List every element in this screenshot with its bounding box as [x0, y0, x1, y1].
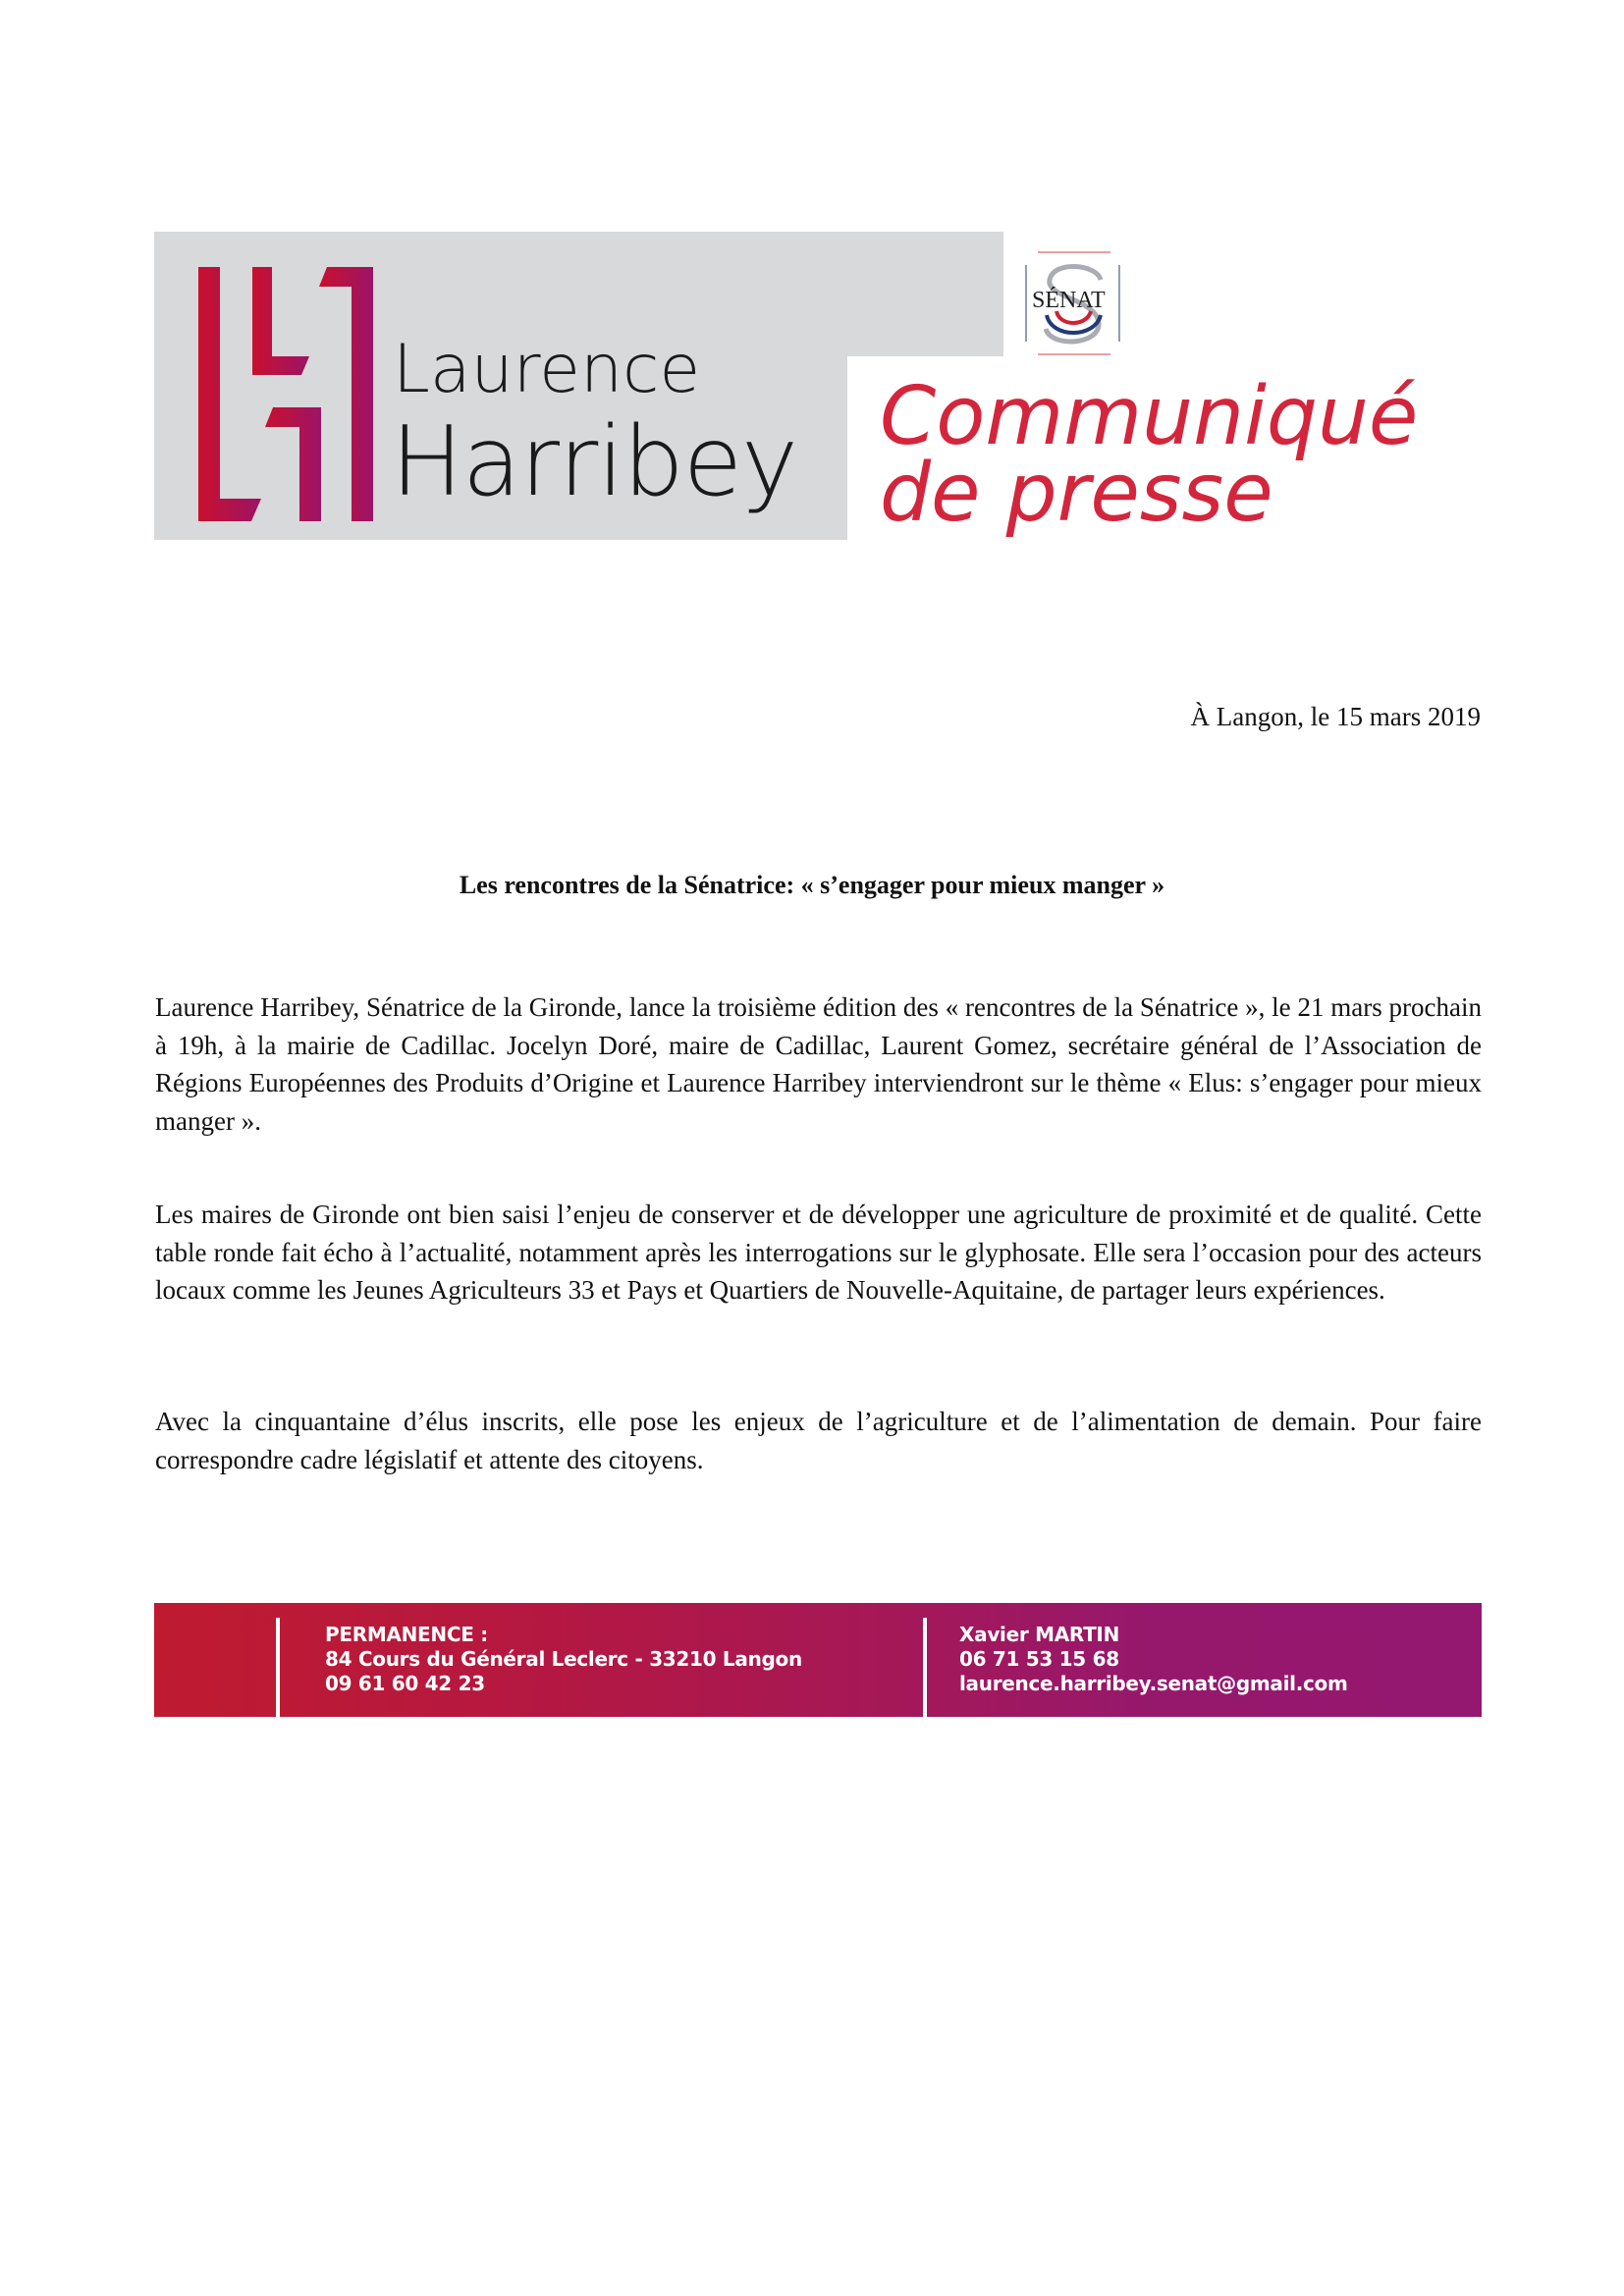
- footer-divider: [923, 1618, 927, 1717]
- doc-type-heading-line2: de presse: [880, 447, 1273, 540]
- contact-email[interactable]: laurence.harribey.senat@gmail.com: [959, 1672, 1348, 1695]
- logo-last-name: Harribey: [391, 406, 798, 518]
- body-paragraph: Les maires de Gironde ont bien saisi l’enjeu de conserver et de développer une agriculture de proximité et de qualité. Cette table ronde fait écho à l’actualité, notamment après les interrogations sur le glyphosate. Elle sera l’occasion pour des acteurs locaux comme les Jeunes Agriculteurs 33 et Pays et Quartiers de Nouvelle-Aquitaine, de partager leurs expériences.: [155, 1200, 1482, 1305]
- date-location-line: À Langon, le 15 mars 2019: [1190, 702, 1481, 731]
- footer-divider: [276, 1618, 280, 1717]
- contact-phone: 06 71 53 15 68: [959, 1647, 1119, 1671]
- logo-first-name: Laurence: [393, 331, 701, 408]
- office-contact-block: [325, 1623, 802, 1696]
- body-paragraph: Laurence Harribey, Sénatrice de la Gironde, lance la troisième édition des « rencontres de la Sénatrice », le 21 mars prochain à 19h, à la mairie de Cadillac. Jocelyn Doré, maire de Cadillac, Laurent Gomez, secrétaire général de l’Association de Régions Européennes des Produits d’Origine et Laurence Harribey interviendront sur le thème « Elus: s’engager pour mieux manger ».: [155, 992, 1482, 1136]
- senat-logo-text: SÉNAT: [1032, 288, 1106, 313]
- contact-footer-band: [154, 1603, 1482, 1717]
- press-release-title: Les rencontres de la Sénatrice: « s’engager pour mieux manger »: [459, 871, 1165, 899]
- contact-name: Xavier MARTIN: [959, 1623, 1120, 1646]
- press-contact-block: [959, 1623, 1348, 1696]
- office-label: PERMANENCE :: [325, 1623, 488, 1646]
- logo-inner-lower-stroke: [265, 407, 321, 521]
- office-address: 84 Cours du Général Leclerc - 33210 Langon: [325, 1647, 802, 1671]
- logo-left-stroke: [198, 267, 261, 521]
- lh-monogram-logo-icon: [196, 267, 377, 524]
- doc-type-heading-line1: Communiqué: [880, 370, 1419, 463]
- office-phone: 09 61 60 42 23: [325, 1672, 485, 1695]
- body-paragraph: Avec la cinquantaine d’élus inscrits, elle pose les enjeux de l’agriculture et de l’alimentation de demain. Pour faire correspondre cadre législatif et attente des citoyens.: [155, 1407, 1482, 1474]
- logo-right-stroke: [319, 267, 373, 521]
- logo-inner-upper-stroke: [252, 267, 309, 375]
